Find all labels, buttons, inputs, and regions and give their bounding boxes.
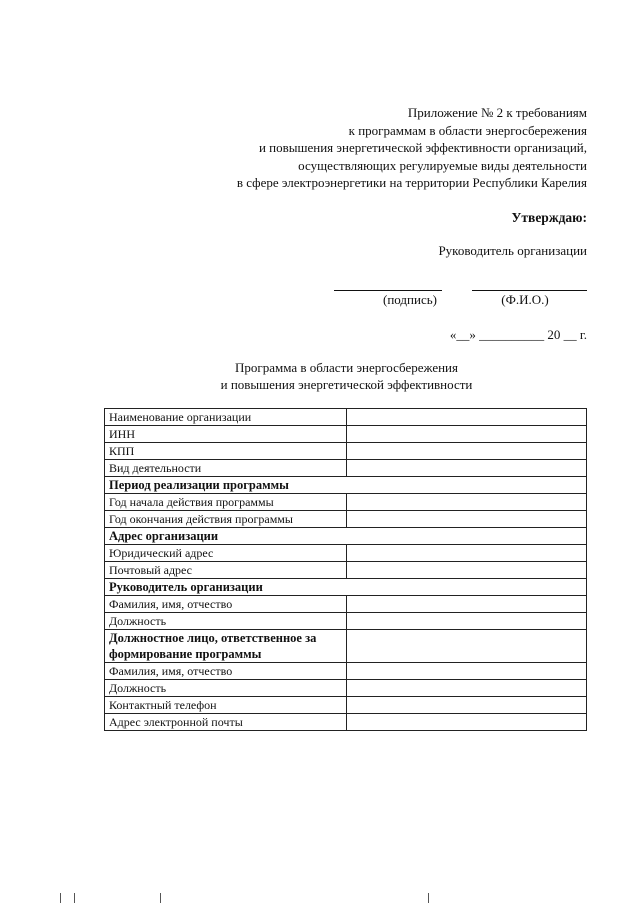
row-value-cell[interactable] xyxy=(347,562,587,579)
row-label: КПП xyxy=(105,443,347,460)
row-value-cell[interactable] xyxy=(347,630,587,663)
program-title-line: Программа в области энергосбережения xyxy=(235,360,458,375)
name-line xyxy=(472,290,587,291)
row-label: Юридический адрес xyxy=(105,545,347,562)
section-heading: Руководитель организации xyxy=(105,579,587,596)
section-row xyxy=(105,528,587,545)
signature-caption: (подпись) xyxy=(383,292,437,307)
table-row xyxy=(105,460,587,477)
approval-date: «__» __________ 20 __ г. xyxy=(449,327,587,342)
table-row xyxy=(105,545,587,562)
header-line: и повышения энергетической эффективности организаций, xyxy=(258,140,587,156)
row-value-cell[interactable] xyxy=(347,680,587,697)
row-value-cell[interactable] xyxy=(347,613,587,630)
row-label: Адрес электронной почты xyxy=(105,714,347,731)
header-line: к программам в области энергосбережения xyxy=(348,122,587,138)
row-value-cell[interactable] xyxy=(347,494,587,511)
table-row xyxy=(105,697,587,714)
section-row xyxy=(105,477,587,494)
program-title-line: и повышения энергетической эффективности xyxy=(220,376,473,392)
row-label: Должность xyxy=(105,680,347,697)
row-label: Год окончания действия программы xyxy=(105,511,347,528)
row-value-cell[interactable] xyxy=(347,714,587,731)
section-heading: Адрес организации xyxy=(105,528,587,545)
row-label: Почтовый адрес xyxy=(105,562,347,579)
row-label: Должность xyxy=(105,613,347,630)
header-line: Приложение № 2 к требованиям xyxy=(407,105,587,120)
header-line: в сфере электроэнергетики на территории Республики Карелия xyxy=(236,175,587,191)
scan-edge-marks xyxy=(0,893,640,905)
signature-line xyxy=(334,290,442,291)
table-row xyxy=(105,426,587,443)
section-heading: Период реализации программы xyxy=(105,477,587,494)
row-label: Фамилия, имя, отчество xyxy=(105,663,347,680)
row-value-cell[interactable] xyxy=(347,426,587,443)
scan-mark xyxy=(74,893,75,903)
row-value-cell[interactable] xyxy=(347,443,587,460)
table-row xyxy=(105,494,587,511)
approval-role: Руководитель организации xyxy=(438,243,587,258)
row-label: Наименование организации xyxy=(105,409,347,426)
table-row xyxy=(105,409,587,426)
approval-title: Утверждаю: xyxy=(511,210,587,225)
scan-mark xyxy=(60,893,61,903)
section-row xyxy=(105,579,587,596)
row-label: Фамилия, имя, отчество xyxy=(105,596,347,613)
name-caption: (Ф.И.О.) xyxy=(501,292,549,307)
table-row xyxy=(105,596,587,613)
row-value-cell[interactable] xyxy=(347,697,587,714)
table-row xyxy=(105,443,587,460)
header-line: осуществляющих регулируемые виды деятельности xyxy=(298,157,587,173)
row-value-cell[interactable] xyxy=(347,545,587,562)
scan-mark xyxy=(160,893,161,903)
row-value-cell[interactable] xyxy=(347,511,587,528)
row-label: Контактный телефон xyxy=(105,697,347,714)
row-label: Вид деятельности xyxy=(105,460,347,477)
row-value-cell[interactable] xyxy=(347,663,587,680)
table-row xyxy=(105,511,587,528)
table-row xyxy=(105,613,587,630)
table-row xyxy=(105,663,587,680)
row-value-cell[interactable] xyxy=(347,460,587,477)
section-heading: Должностное лицо, ответственное за формирование программы xyxy=(105,630,347,663)
row-value-cell[interactable] xyxy=(347,596,587,613)
section-row xyxy=(105,630,587,663)
row-value-cell[interactable] xyxy=(347,409,587,426)
row-label: ИНН xyxy=(105,426,347,443)
table-row xyxy=(105,680,587,697)
table-row xyxy=(105,562,587,579)
scan-mark xyxy=(428,893,429,903)
row-label: Год начала действия программы xyxy=(105,494,347,511)
program-info-table xyxy=(104,408,587,731)
table-row xyxy=(105,714,587,731)
attachment-header xyxy=(150,104,587,192)
program-title xyxy=(150,360,543,393)
